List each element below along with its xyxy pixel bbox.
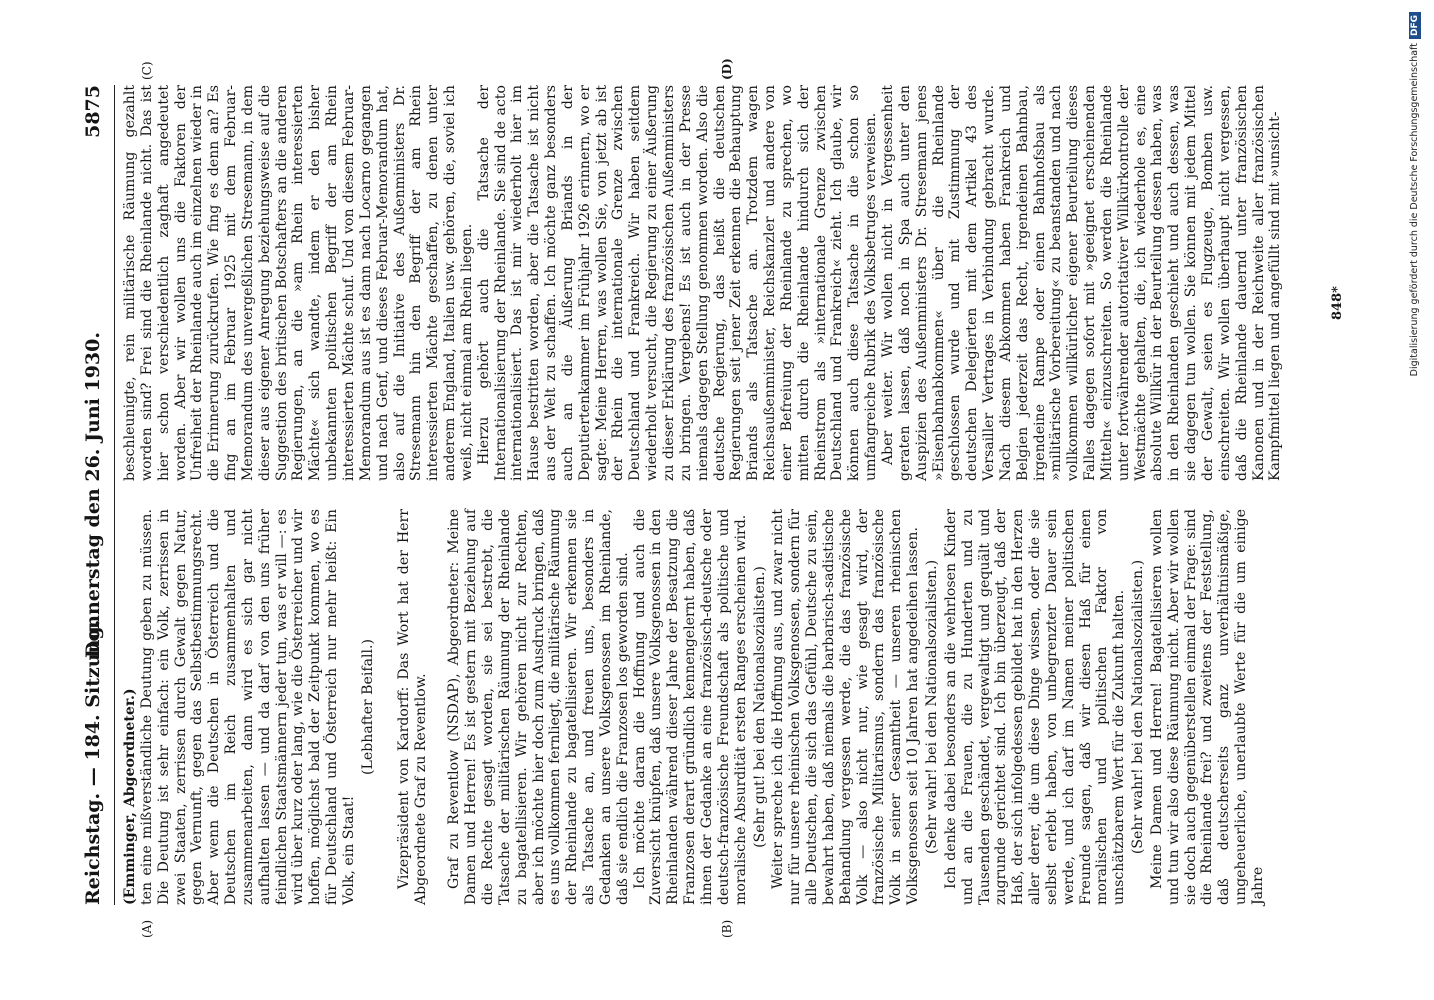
margin-marker-c: (C) xyxy=(140,61,154,80)
header-page-number: 5875 xyxy=(82,85,104,138)
left-text-column xyxy=(122,509,1267,905)
digitization-credit xyxy=(1404,0,1434,1000)
interjection: (Sehr gut! bei den Nationalsozialisten.) xyxy=(751,566,768,848)
paragraph: beschleunigte, rein militärische Räumung gezahlt worden sind? Frei sind die Rheinlande nicht. Das ist hier schon verschiedentlich zaghaft angedeutet worden. Aber wir wollen uns die Faktoren der Unfreiheit der Rheinlande auch im einzelnen wieder in die Erinnerung zurückrufen. Wie fing es denn an? Es fing an im Februar 1925 mit dem Februar-Memorandum des unvergeßlichen Stresemann, in dem dieser aus eigener Anregung beziehungsweise auf die Suggestion des britischen Botschafters an die anderen Regierungen, an die »am Rhein interessierten Mächte« sich wandte, indem er den bisher unbekannten politischen Begriff der am Rhein interessierten Mächte schuf. Und von diesem Februar-Memorandum aus ist es dann nach Locarno gegangen und nach Genf, und dieses Februar-Memorandum hat, also auf die Initiative des Außenministers Dr. Stresemann hin den Begriff der am Rhein interessierten Mächte geschaffen, zu denen unter anderem England, Italien usw. gehören, die, soviel ich weiß, nicht einmal am Rhein liegen. xyxy=(122,85,475,481)
paragraph: ten eine mißverständliche Deutung geben zu müssen. Die Deutung ist sehr einfach: ein Volk, zerrissen in zwei Staaten, zerrissen durch Gewalt gegen Natur, gegen Vernunft, gegen das Selbstbestimmungsrecht. Aber wenn die Deutschen in Österreich und die Deutschen im Reich zusammenhalten und zusammenarbeiten, dann wird es sich gar nicht aufhalten lassen — und da darf von den uns früher feindlichen Staatsmännern jeder tun, was er will —: es wird über kurz oder lang, wie die Österreicher und wir hoffen, möglichst bald der Zeitpunkt kommen, wo es für Deutschland und Österreich nur mehr heißt: Ein Volk, ein Staat! xyxy=(138,509,357,905)
speaker-continuation: (Emminger, Abgeordneter.) xyxy=(122,688,138,905)
paragraph: Aber weiter. Wir wollen nicht in Vergessenheit geraten lassen, daß noch in Spa auch unter den Auspizien des Außenministers Dr. Stresemann jenes »Eisenbahnabkommen« über die Rheinlande geschlossen wurde und mit Zustimmung der deutschen Delegierten mit dem Artikel 43 des Versailler Vertrages in Verbindung gebracht wurde. Nach diesem Abkommen haben Frankreich und Belgien jederzeit das Recht, irgendeinen Bahnbau, irgendeine Rampe oder einen Bahnhofsbau als »militärische Vorbereitung« zu beanstanden und nach vollkommen willkürlicher eigener Beurteilung dieses Falles dagegen sofort mit »geeignet erscheinenden Mitteln« einzuschreiten. So werden die Rheinlande unter fortwährender autoritativer Willkürkontrolle der Westmächte gehalten, die, ich wiederhole es, eine absolute Willkür in der Beurteilung dessen haben, was in den Rheinlanden geschieht und auch dessen, was sie dagegen tun wollen. Sie können mit jedem Mittel der Gewalt, seien es Flugzeuge, Bomben usw. einschreiten. Wir wollen überhaupt nicht vergessen, daß die Rheinlande dauernd unter französischen Kanonen und in der Reichweite aller französischen Kampfmittel liegen und angefüllt sind mit »unsicht- xyxy=(879,85,1284,481)
paragraph: Graf zu Reventlow (NSDAP), Abgeordneter: Meine Damen und Herren! Es ist gestern mit Beziehung auf die Rechte gesagt worden, sie sei bestrebt, die Tatsache der militärischen Räumung der Rheinlande zu bagatellisieren. Wir gehören nicht zur Rechten, aber ich möchte hier doch zum Ausdruck bringen, daß es uns vollkommen fernliegt, die militärische Räumung der Rheinlande zu bagatellisieren. Wir erkennen sie als Tatsache an, und freuen uns, besonders in Gedanken an unsere Volksgenossen im Rheinlande, daß sie endlich die Franzosen los geworden sind. xyxy=(446,509,631,905)
credit-text: Digitalisierung gefördert durch die Deutsche Forschungsgemeinschaft xyxy=(1409,43,1420,377)
header-rule xyxy=(114,85,115,905)
interjection: (Lebhafter Beifall.) xyxy=(359,639,376,775)
paragraph: Ich denke dabei besonders an die wehrlosen Kinder und an die Frauen, die zu Hunderten und zu Tausenden geschändet, vergewaltigt und gequält und zugrunde gerichtet sind. Ich bin überzeugt, daß der Haß, der sich infolgedessen gebildet hat in den Herzen aller derer, die um diese Dinge wissen, oder die sie selbst erlebt haben, von unbegrenzter Dauer sein werde, und ich darf im Namen meiner politischen Freunde sagen, daß wir diesen Haß für einen moralischen und politischen Faktor von unschätzbarem Wert für die Zukunft halten. xyxy=(942,509,1128,905)
margin-marker-b: (B) xyxy=(720,919,734,938)
page-header xyxy=(82,85,116,905)
paragraph: Ich möchte daran die Hoffnung und auch die Zuversicht knüpfen, daß unsere Volksgenossen in den Rheinlanden während dieser Jahre der Besatzung die Franzosen derart gründlich kennengelernt haben, daß ihnen der Gedanke an eine französisch-deutsche oder deutsch-französische Freundschaft als politische und moralische Absurdität ersten Ranges erscheinen wird. xyxy=(631,509,749,905)
dfg-logo: DFG xyxy=(1409,12,1421,39)
interjection: (Sehr wahr! bei den Nationalsozialisten.) xyxy=(923,559,940,855)
paragraph: Weiter spreche ich die Hoffnung aus, und zwar nicht nur für unsere rheinischen Volksgenossen, sondern für alle Deutschen, die sich das Gefühl, Deutsche zu sein, bewahrt haben, daß niemals die barbarisch-sadistische Behandlung vergessen werde, die das französische Volk — also nicht nur, wie gesagt wird, der französische Militarismus, sondern das französische Volk in seiner Gesamtheit — unseren rheinischen Volksgenossen seit 10 Jahren hat angedeihen lassen. xyxy=(770,509,922,905)
interjection: (Sehr wahr! bei den Nationalsozialisten.) xyxy=(1130,559,1147,855)
paragraph: Meine Damen und Herren! Bagatellisieren wollen und tun wir also diese Räumung nicht. Aber wir wollen sie doch auch gegenüberstellen einmal der Frage: sind die Rheinlande frei? und zweitens der Feststellung, daß deutscherseits ganz unverhältnismäßige, ungeheuerliche, unerlaubte Werte für die um einige Jahre xyxy=(1148,509,1266,905)
printer-signature: 848* xyxy=(1330,286,1345,320)
margin-marker-a: (A) xyxy=(140,919,154,938)
header-session: Reichstag. — 184. Sitzung. xyxy=(82,619,104,905)
header-date: Donnerstag den 26. Juni 1930. xyxy=(82,332,104,658)
paragraph: Hierzu gehört auch die Tatsache der Internationalisierung der Rheinlande. Sie sind de acto internationalisiert. Das ist mir wiederholt hier im Hause bestritten worden, aber die Tatsache ist nicht aus der Welt zu schaffen. Ich möchte ganz besonders auch an die Äußerung Briands in der Deputiertenkammer im Frühjahr 1926 erinnern, wo er sagte: Meine Herren, was wollen Sie, von jetzt ab ist der Rhein die internationale Grenze zwischen Deutschland und Frankreich. Wir haben seitdem wiederholt versucht, die Regierung zu einer Äußerung zu dieser Erklärung des französischen Außenministers zu bringen. Vergebens! Es ist auch in der Presse niemals dagegen Stellung genommen worden. Also die deutsche Regierung, das heißt die deutschen Regierungen seit jener Zeit erkennen die Behauptung Briands als Tatsache an. Trotzdem wagen Reichsaußenminister, Reichskanzler und andere von einer Befreiung der Rheinlande zu sprechen, wo mitten durch die Rheinlande hindurch sich der Rheinstrom als »internationale Grenze zwischen Deutschland und Frankreich« zieht. Ich glaube, wir können auch diese Tatsache in die schon so umfangreiche Rubrik des Volksbetruges verweisen. xyxy=(475,85,880,481)
right-text-column xyxy=(122,85,1284,481)
paragraph: Vizepräsident von Kardorff: Das Wort hat der Herr Abgeordnete Graf zu Reventlow. xyxy=(395,509,429,905)
margin-marker-d: (D) xyxy=(720,58,734,80)
